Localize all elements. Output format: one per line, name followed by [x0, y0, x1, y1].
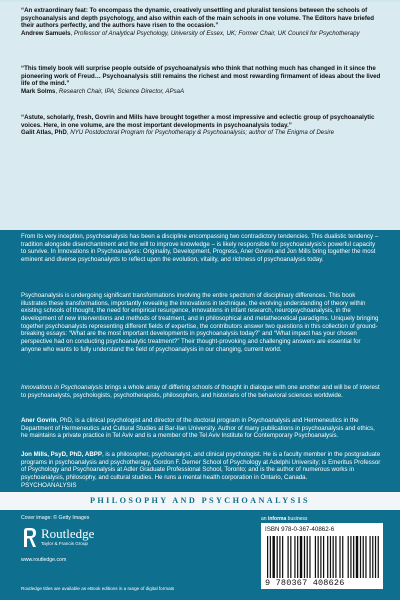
barcode-bar [363, 536, 364, 578]
barcode-panel [261, 523, 383, 589]
barcode-bar [277, 536, 278, 578]
endorsement-attribution: Mark Solms, Research Chair, IPA; Science Director, APsaA [21, 87, 185, 95]
cover-credit: Cover image: © Getty Images [21, 515, 90, 521]
series-band: PHILOSOPHY AND PSYCHOANALYSIS [0, 492, 400, 510]
routledge-logo-icon [21, 527, 39, 549]
editor-bio-mills: Jon Mills, PsyD, PhD, ABPP, is a philosopher, psychoanalyst, and clinical psychologist. He is a faculty member in the postgraduate programs in psychoanalysis and psychotherapy, Gordon F. Derner School of Psychology at Adelphi University; is Emeritus Professor of Psychology and Psychoanalysis at Adler Graduate Professional School, Toronto; and is the author of numerous works in psychoanalysis, philosophy, and cultural studies. He runs a mental health corporation in Ontario, Canada. [21, 451, 381, 481]
description-paragraph: Psychoanalysis is undergoing significant transformations involving the entire spectrum of disciplinary differences. This book illustrates these transformations, importantly revealing the innovations in technique, the evolving understanding of theory within existing schools of thought, the need for empirical resurgence, innovations in infant research, neuropsychoanalysis, in the development of new interventions and methods of treatment, and in philosophical and metatheoretical paradigms. Uniquely bringing together psychoanalysts representing different fields of expertise, the contributors answer two questions in this collection of ground-breaking essays: “What are the most important developments in psychoanalysis today?” and “What impact has your chosen perspective had on conducting psychoanalytic treatment?” Their thought-provoking and challenging answers are essential for anyone who wants to fully understand the field of psychoanalysis in our changing, current world. [21, 292, 379, 353]
barcode-bar [309, 536, 310, 578]
barcode-bar [330, 536, 331, 578]
endorsement-attribution: Galit Atlas, PhD, NYU Postdoctoral Program for Psychotherapy & Psychoanalysis; author of The Enigma of Desire [21, 129, 335, 137]
barcode-bar [279, 536, 280, 578]
ebook-note: Routledge titles are available as eBook editions in a range of digital formats [21, 586, 175, 591]
endorsement-quote: “An extraordinary feat: To encompass the dynamic, creatively unsettling and pluralist tensions between the schools of psychoanalysis and depth psychology, and also within each of the main schools in one volume. The Editors have briefed their authors perfectly, and the authors have risen to the occasion.” [21, 7, 375, 30]
endorsements-panel [0, 2, 400, 230]
intro-paragraph: From its very inception, psychoanalysis has been a discipline encompassing two contradictory tendencies. This dualistic tendency – tradition alongside disenchantment and the will to improve knowledge – is likely responsible for psychoanalysis’s powerful capacity to survive. In Innovations in Psychoanalysis: Originality, Development, Progress, Aner Govrin and Jon Mills bring together the most eminent and diverse psychoanalysts to reflect upon the evolution, vitality, and richness of psychoanalysis today. [21, 233, 379, 263]
endorsement-solms [21, 65, 383, 95]
endorsement-attribution: Andrew Samuels, Professor of Analytical Psychology, University of Essex, UK; Former Chair, UK Council for Psychotherapy [21, 29, 360, 37]
barcode-bar [290, 536, 291, 578]
endorsement-quote: “Astute, scholarly, fresh, Govrin and Mills have brought together a most impressive and eclectic group of psychoanalytic voices. Here, in one volume, are the most important developments in psychoanalysis today.” [21, 114, 375, 129]
barcode-bar [270, 536, 271, 578]
barcode-bar [353, 536, 354, 578]
endorsement-samuels [21, 7, 383, 37]
barcode-bar [339, 536, 340, 578]
publisher-group: Taylor & Francis Group [41, 541, 88, 546]
barcode-digits: 9 780367 408626 [265, 578, 345, 588]
barcode-bar [342, 536, 343, 578]
barcode-bar [356, 536, 358, 578]
barcode-bar [294, 536, 295, 578]
audience-paragraph: Innovations in Psychoanalysis brings a whole array of differing schools of thought in dialogue with one another and will be of interest to psychoanalysts, psychologists, psychotherapists, philosophers, and historians of the behavioral sciences worldwide. [21, 384, 380, 399]
barcode-bar [320, 536, 321, 578]
subject-category: PSYCHOANALYSIS [21, 482, 77, 489]
barcode-bar [378, 536, 379, 578]
routledge-logo [21, 525, 131, 553]
informa-imprint: an informa business [261, 516, 308, 522]
barcode-bar [318, 536, 319, 578]
barcode-bar [307, 536, 308, 578]
barcode-bar [297, 536, 298, 578]
barcode-bar [360, 536, 361, 578]
barcode-bar [335, 536, 336, 578]
publisher-name: Routledge [41, 526, 95, 541]
barcode-bar [369, 536, 370, 578]
barcode-bar [300, 536, 302, 578]
barcode-bar [327, 536, 328, 578]
barcode-bar [282, 536, 283, 578]
barcode-bar [267, 536, 268, 578]
barcode-bar [304, 536, 305, 578]
barcode-bar [350, 536, 351, 578]
isbn-label: ISBN 978-0-367-40862-6 [265, 526, 335, 533]
barcode-bar [287, 536, 288, 578]
publisher-website: www.routledge.com [21, 557, 67, 563]
barcode-bar [365, 536, 366, 578]
editor-bio-govrin: Aner Govrin, PhD, is a clinical psychologist and director of the doctoral program in Psychoanalysis and Hermeneutics in the Department of Hermeneutics and Cultural Studies at Bar-Ilan University. Author of many publications in psychoanalysis and ethics, he maintains a private practice in Tel Aviv and is a member of the Tel Aviv Institute for Contemporary Psychoanalysis. [21, 417, 375, 440]
barcode-bar [315, 536, 316, 578]
endorsement-atlas [21, 114, 383, 137]
barcode-bar [372, 536, 373, 578]
barcode-graphic [267, 536, 379, 578]
barcode-bar [375, 536, 376, 578]
barcode-bar [348, 536, 349, 578]
barcode-bar [272, 536, 274, 578]
barcode-bar [333, 536, 334, 578]
barcode-bar [323, 536, 324, 578]
endorsement-quote: “This timely book will surprise people outside of psychoanalysis who think that nothing much has changed in it since the pioneering work of Freud… Psychoanalysis still remains the richest and most rewarding firmament of ideas about the lived life of the mind.” [21, 65, 381, 88]
